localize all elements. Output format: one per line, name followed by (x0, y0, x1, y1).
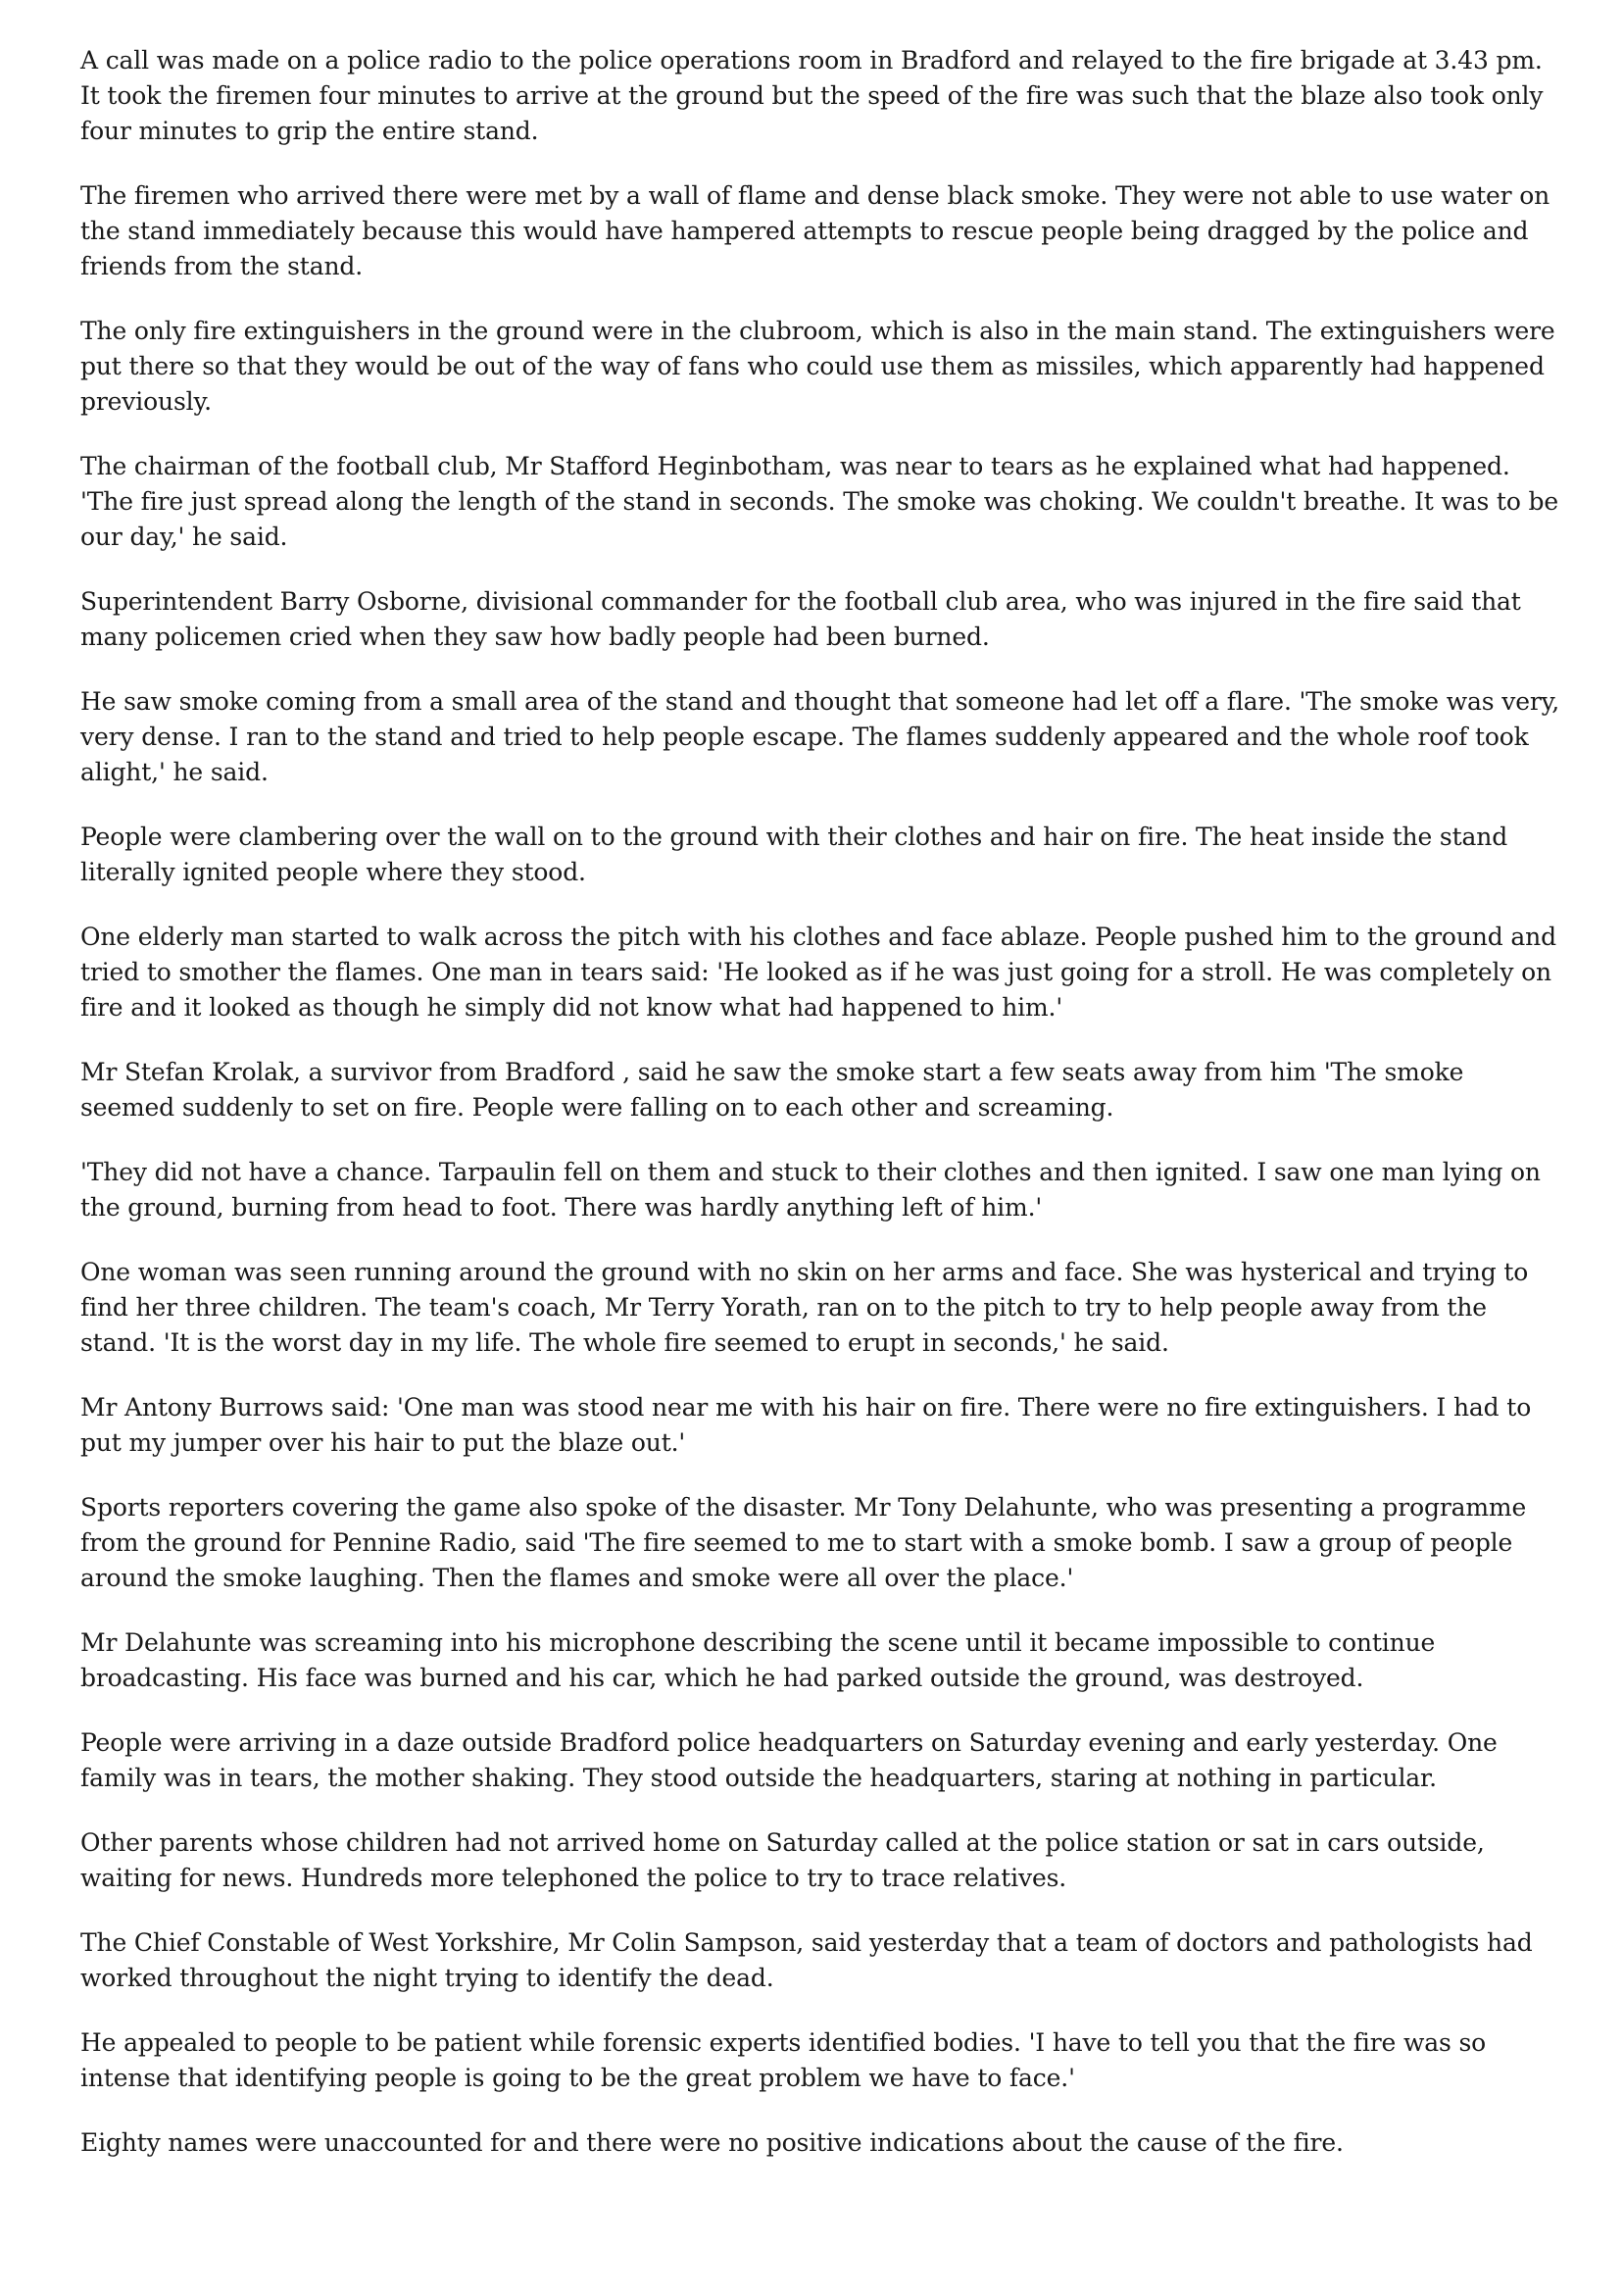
paragraph-9: Mr Stefan Krolak, a survivor from Bradford , said he saw the smoke start a few seats away from him 'The smoke seemed suddenly to set on fire. People were falling on to each other and screaming. (80, 1058, 1464, 1122)
paragraph-12: Mr Antony Burrows said: 'One man was stood near me with his hair on fire. There were no fire extinguishers. I had to put my jumper over his hair to put the blaze out.' (80, 1393, 1532, 1457)
paragraph-11: One woman was seen running around the ground with no skin on her arms and face. She was hysterical and trying to find her three children. The team's coach, Mr Terry Yorath, ran on to the pitch to try to help people away from the stand. 'It is the worst day in my life. The whole fire seemed to erupt in seconds,' he said. (80, 1258, 1529, 1357)
paragraph-6: He saw smoke coming from a small area of the stand and thought that someone had let off a flare. 'The smoke was very, very dense. I ran to the stand and tried to help people escape. The flames suddenly appeared and the whole roof took alight,' he said. (80, 687, 1560, 786)
paragraph-18: He appealed to people to be patient while forensic experts identified bodies. 'I have to tell you that the fire was so intense that identifying people is going to be the great problem we have to face.' (80, 2028, 1487, 2092)
paragraph-17: The Chief Constable of West Yorkshire, Mr Colin Sampson, said yesterday that a team of doctors and pathologists had worked throughout the night trying to identify the dead. (80, 1928, 1533, 1992)
paragraph-14: Mr Delahunte was screaming into his microphone describing the scene until it became impossible to continue broadcasting. His face was burned and his car, which he had parked outside the ground, was destroyed. (80, 1628, 1436, 1692)
paragraph-3: The only fire extinguishers in the ground were in the clubroom, which is also in the main stand. The extinguishers were put there so that they would be out of the way of fans who could use them as missiles, which apparently had happened previously. (80, 317, 1555, 416)
paragraph-19: Eighty names were unaccounted for and there were no positive indications about the cause of the fire. (80, 2128, 1344, 2157)
paragraph-2: The firemen who arrived there were met by a wall of flame and dense black smoke. They were not able to use water on the stand immediately because this would have hampered attempts to rescue people being dragged by the police and friends from the stand. (80, 181, 1550, 280)
paragraph-5: Superintendent Barry Osborne, divisional commander for the football club area, who was injured in the fire said that many policemen cried when they saw how badly people had been burned. (80, 587, 1521, 651)
paragraph-16: Other parents whose children had not arrived home on Saturday called at the police station or sat in cars outside, waiting for news. Hundreds more telephoned the police to try to trace relatives. (80, 1828, 1485, 1892)
paragraph-7: People were clambering over the wall on to the ground with their clothes and hair on fire. The heat inside the stand literally ignited people where they stood. (80, 823, 1508, 886)
paragraph-15: People were arriving in a daze outside Bradford police headquarters on Saturday evening and early yesterday. One family was in tears, the mother shaking. They stood outside the headquarters, staring at nothing in particular. (80, 1728, 1498, 1792)
paragraph-13: Sports reporters covering the game also spoke of the disaster. Mr Tony Delahunte, who was presenting a programme from the ground for Pennine Radio, said 'The fire seemed to me to start with a smoke bomb. I saw a group of people around the smoke laughing. Then the flames and smoke were all over the place.' (80, 1493, 1527, 1592)
paragraph-10: 'They did not have a chance. Tarpaulin fell on them and stuck to their clothes and then ignited. I saw one man lying on the ground, burning from head to foot. There was hardly anything left of him.' (80, 1158, 1541, 1222)
paragraph-8: One elderly man started to walk across the pitch with his clothes and face ablaze. People pushed him to the ground and tried to smother the flames. One man in tears said: 'He looked as if he was just going for a stroll. He was completely on fire and it looked as though he simply did not know what had happened to him.' (80, 923, 1556, 1022)
paragraph-1: A call was made on a police radio to the police operations room in Bradford and relayed to the fire brigade at 3.43 pm. It took the firemen four minutes to arrive at the ground but the speed of the fire was such that the blaze also took only four minutes to grip the entire stand. (80, 46, 1544, 145)
document-page (80, 43, 1560, 2190)
paragraph-4: The chairman of the football club, Mr Stafford Heginbotham, was near to tears as he explained what had happened. 'The fire just spread along the length of the stand in seconds. The smoke was choking. We couldn't breathe. It was to be our day,' he said. (80, 452, 1559, 551)
